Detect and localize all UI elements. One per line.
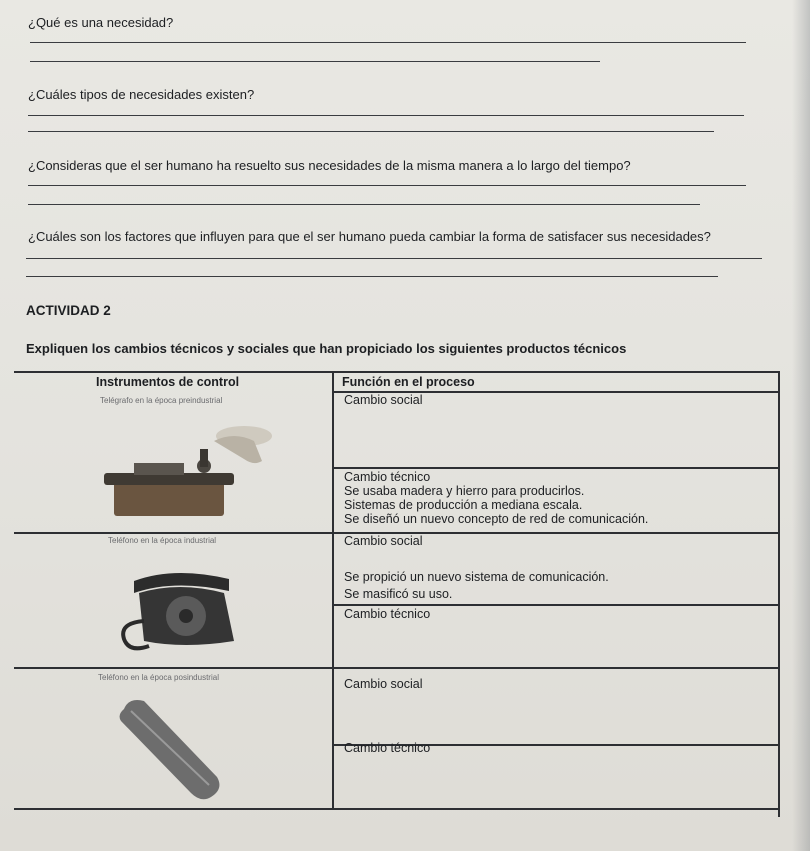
answer-line[interactable] bbox=[28, 185, 746, 186]
table-divider bbox=[778, 371, 780, 817]
row1-technical-line: Sistemas de producción a mediana escala. bbox=[344, 498, 583, 512]
answer-line[interactable] bbox=[28, 115, 744, 116]
question-1: ¿Qué es una necesidad? bbox=[28, 15, 174, 30]
row2-social-line: Se propició un nuevo sistema de comunicación. bbox=[344, 570, 609, 584]
header-funcion: Función en el proceso bbox=[342, 375, 475, 389]
rotary-phone-image bbox=[104, 561, 244, 656]
table-rule bbox=[14, 667, 780, 669]
activity-instruction: Expliquen los cambios técnicos y sociales que han propiciado los siguientes productos técnicos bbox=[26, 341, 627, 356]
caption-telefono-industrial: Teléfono en la época industrial bbox=[108, 536, 217, 545]
activity-title: ACTIVIDAD 2 bbox=[26, 303, 111, 318]
answer-line[interactable] bbox=[28, 204, 700, 205]
row2-social-line: Se masificó su uso. bbox=[344, 587, 453, 601]
caption-telegrafo: Telégrafo en la época preindustrial bbox=[100, 396, 223, 405]
row3-technical-label: Cambio técnico bbox=[344, 741, 431, 755]
table-rule bbox=[14, 808, 780, 810]
row1-technical-label: Cambio técnico bbox=[344, 470, 431, 484]
answer-line[interactable] bbox=[26, 276, 718, 277]
question-4: ¿Cuáles son los factores que influyen para que el ser humano pueda cambiar la forma de satisfacer sus necesidades? bbox=[28, 229, 711, 244]
table-rule bbox=[332, 604, 780, 606]
page-edge-shadow bbox=[792, 0, 810, 851]
answer-line[interactable] bbox=[30, 61, 600, 62]
table-rule bbox=[332, 467, 780, 469]
row2-social-label: Cambio social bbox=[344, 534, 423, 548]
header-instrumentos: Instrumentos de control bbox=[96, 375, 240, 389]
row3-social-label: Cambio social bbox=[344, 677, 423, 691]
question-2: ¿Cuáles tipos de necesidades existen? bbox=[28, 87, 255, 102]
row2-technical-label: Cambio técnico bbox=[344, 607, 431, 621]
products-table bbox=[14, 371, 780, 817]
row1-social-label: Cambio social bbox=[344, 393, 423, 407]
answer-line[interactable] bbox=[26, 258, 762, 259]
row1-technical-line: Se usaba madera y hierro para producirlos. bbox=[344, 484, 585, 498]
caption-telefono-posindustrial: Teléfono en la época posindustrial bbox=[98, 673, 219, 682]
table-rule bbox=[14, 371, 780, 373]
answer-line[interactable] bbox=[28, 131, 714, 132]
telegraph-image bbox=[94, 411, 274, 526]
table-divider bbox=[332, 371, 334, 809]
question-3: ¿Consideras que el ser humano ha resuelto sus necesidades de la misma manera a lo largo del tiempo? bbox=[28, 158, 631, 173]
row1-technical-line: Se diseñó un nuevo concepto de red de comunicación. bbox=[344, 512, 649, 526]
answer-line[interactable] bbox=[30, 42, 746, 43]
smartphone-image bbox=[109, 689, 229, 807]
